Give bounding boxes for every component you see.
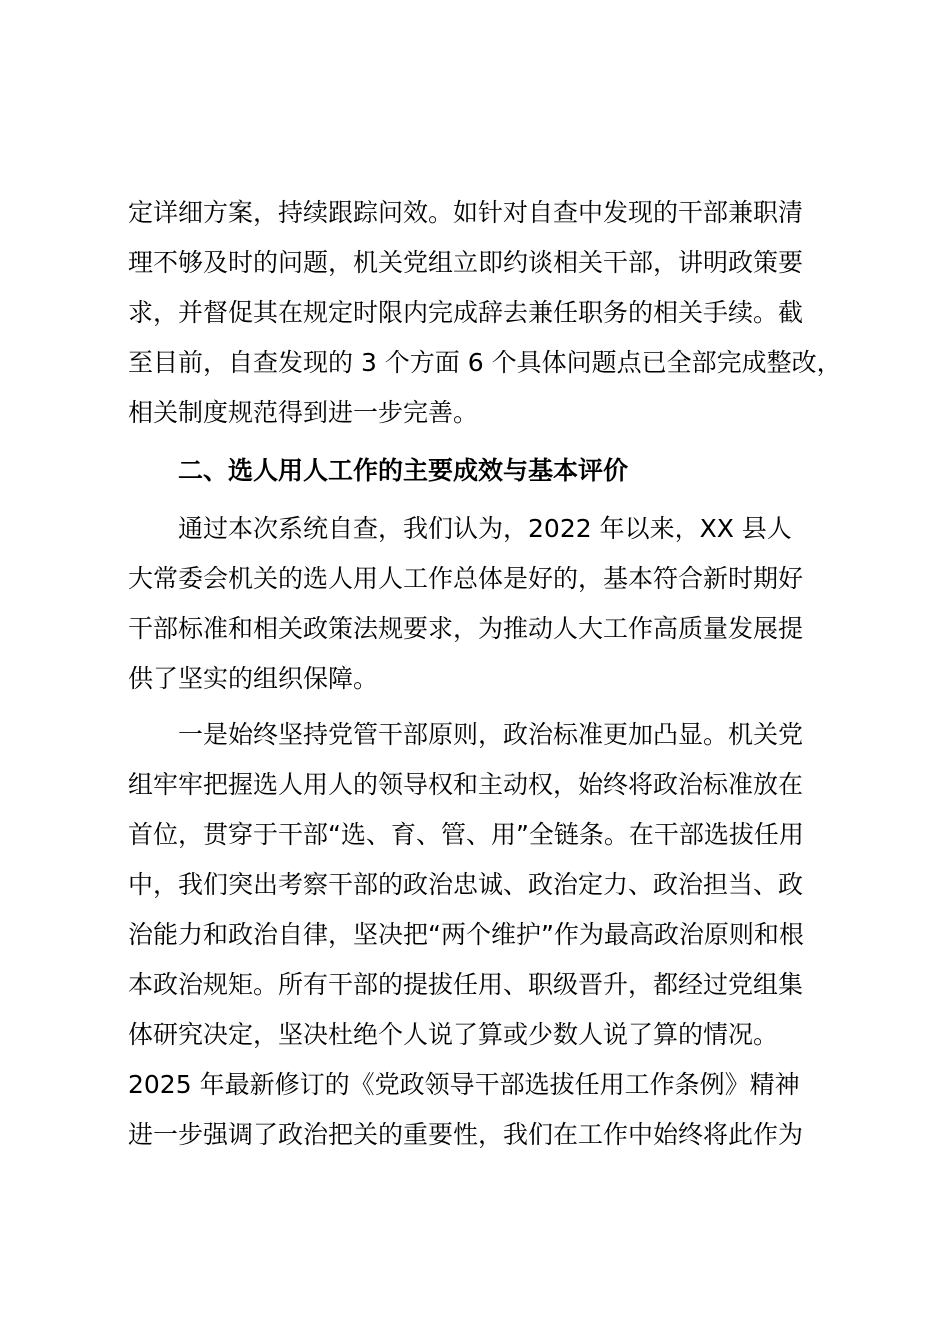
paragraph-line: 2025 年最新修订的《党政领导干部选拔任用工作条例》精神: [128, 1070, 800, 1099]
paragraph-line: 理不够及时的问题，机关党组立即约谈相关干部，讲明政策要: [128, 248, 804, 277]
paragraph-line: 组牢牢把握选人用人的领导权和主动权，始终将政治标准放在: [128, 770, 804, 799]
paragraph-line: 大常委会机关的选人用人工作总体是好的，基本符合新时期好: [128, 564, 804, 593]
section-heading: 二、选人用人工作的主要成效与基本评价: [178, 456, 629, 485]
paragraph-line: 相关制度规范得到进一步完善。: [128, 398, 479, 427]
paragraph-line: 供了坚实的组织保障。: [128, 664, 379, 693]
paragraph-line: 体研究决定，坚决杜绝个人说了算或少数人说了算的情况。: [128, 1020, 779, 1049]
paragraph-line: 通过本次系统自查，我们认为，2022 年以来，XX 县人: [178, 514, 792, 543]
paragraph-line: 进一步强调了政治把关的重要性，我们在工作中始终将此作为: [128, 1120, 804, 1149]
paragraph-line: 治能力和政治自律，坚决把“两个维护”作为最高政治原则和根: [128, 920, 804, 949]
paragraph-line: 一是始终坚持党管干部原则，政治标准更加凸显。机关党: [178, 720, 804, 749]
paragraph-line: 求，并督促其在规定时限内完成辞去兼任职务的相关手续。截: [128, 298, 804, 327]
paragraph-line: 定详细方案，持续跟踪问效。如针对自查中发现的干部兼职清: [128, 198, 804, 227]
paragraph-line: 至目前，自查发现的 3 个方面 6 个具体问题点已全部完成整改，: [128, 348, 842, 377]
paragraph-line: 干部标准和相关政策法规要求，为推动人大工作高质量发展提: [128, 614, 804, 643]
paragraph-line: 中，我们突出考察干部的政治忠诚、政治定力、政治担当、政: [128, 870, 804, 899]
paragraph-line: 本政治规矩。所有干部的提拔任用、职级晋升，都经过党组集: [128, 970, 804, 999]
paragraph-line: 首位，贯穿于干部“选、育、管、用”全链条。在干部选拔任用: [128, 820, 804, 849]
